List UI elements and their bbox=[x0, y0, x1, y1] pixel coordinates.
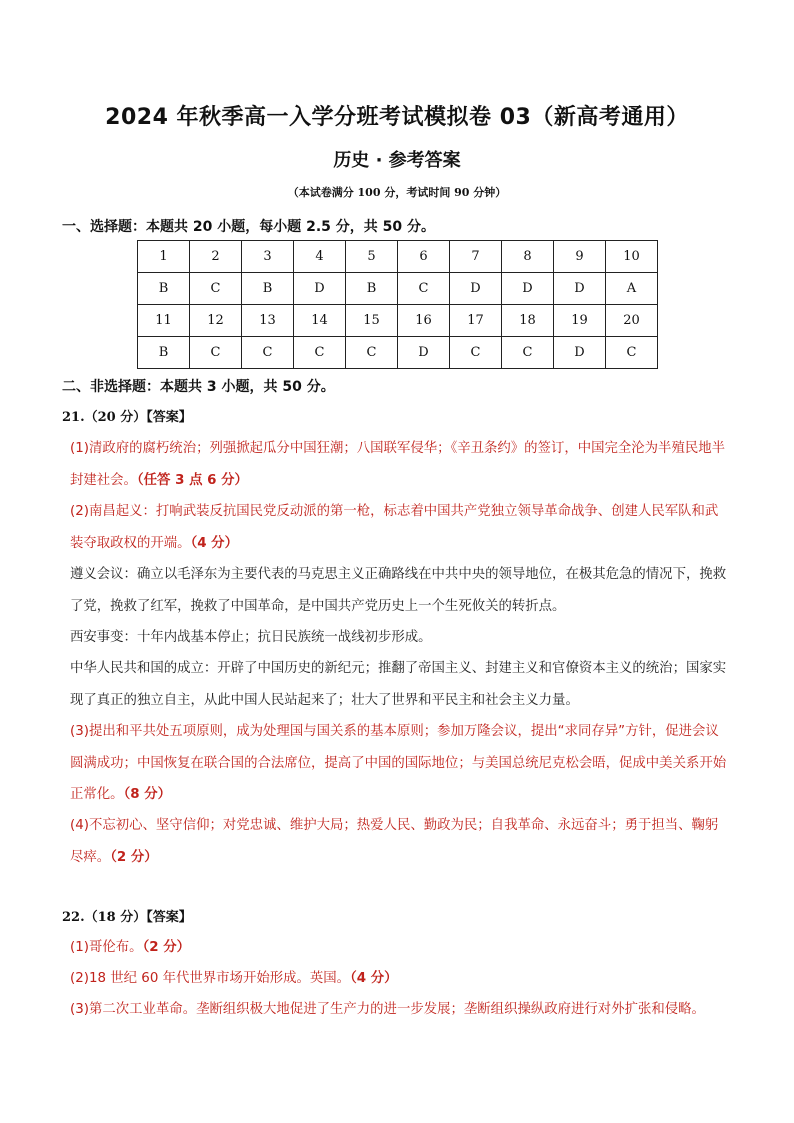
question-number-cell: 13 bbox=[242, 305, 294, 337]
answer-cell: D bbox=[502, 273, 554, 305]
answer-cell: C bbox=[502, 337, 554, 369]
page-title: 2024 年秋季高一入学分班考试模拟卷 03（新高考通用） bbox=[105, 105, 689, 130]
answer-cell: D bbox=[398, 337, 450, 369]
q22-part1 bbox=[70, 932, 730, 964]
answer-table bbox=[137, 240, 658, 369]
score-mark: （2 分） bbox=[142, 940, 190, 955]
page-subtitle: 历史 · 参考答案 bbox=[333, 150, 461, 171]
q22-part2 bbox=[70, 963, 730, 995]
answer-cell: A bbox=[606, 273, 658, 305]
section2-heading: 二、非选择题：本题共 3 小题，共 50 分。 bbox=[62, 379, 335, 395]
q22-heading: 22.（18 分）【答案】 bbox=[62, 910, 192, 925]
answer-text: 18 世纪 60 年代世界市场开始形成。英国。 bbox=[88, 971, 351, 986]
question-number-cell: 2 bbox=[190, 241, 242, 273]
question-number-cell: 12 bbox=[190, 305, 242, 337]
answer-cell: C bbox=[242, 337, 294, 369]
q21-part4 bbox=[70, 810, 730, 873]
question-number-cell: 6 bbox=[398, 241, 450, 273]
part-number: (3) bbox=[70, 724, 89, 739]
score-mark: （8 分） bbox=[123, 787, 172, 802]
question-number-cell: 8 bbox=[502, 241, 554, 273]
question-number-cell: 15 bbox=[346, 305, 398, 337]
question-number-cell: 7 bbox=[450, 241, 502, 273]
answer-cell: D bbox=[554, 337, 606, 369]
question-number-cell: 18 bbox=[502, 305, 554, 337]
answer-cell: C bbox=[450, 337, 502, 369]
question-number-row bbox=[138, 241, 658, 273]
part-number: (1) bbox=[70, 940, 89, 955]
answer-cell: D bbox=[450, 273, 502, 305]
section1-heading: 一、选择题：本题共 20 小题，每小题 2.5 分，共 50 分。 bbox=[62, 219, 436, 235]
answer-cell: D bbox=[294, 273, 346, 305]
question-number-row bbox=[138, 305, 658, 337]
question-number-cell: 17 bbox=[450, 305, 502, 337]
answer-cell: C bbox=[398, 273, 450, 305]
answer-row bbox=[138, 273, 658, 305]
question-number-cell: 3 bbox=[242, 241, 294, 273]
score-mark: （任答 3 点 6 分） bbox=[136, 472, 248, 488]
answer-cell: B bbox=[242, 273, 294, 305]
question-number-cell: 5 bbox=[346, 241, 398, 273]
answer-text: 提出和平共处五项原则，成为处理国与国关系的基本原则；参加万隆会议，提出“求同存异”方针，促进会议圆满成功；中国恢复在联合国的合法席位，提高了中国的国际地位；与美国总统尼克松会晤，促成中美关系开始正常化。 bbox=[70, 724, 727, 802]
question-number-cell: 4 bbox=[294, 241, 346, 273]
score-mark: （4 分） bbox=[350, 971, 398, 986]
question-number-cell: 20 bbox=[606, 305, 658, 337]
q21-xian: 西安事变：十年内战基本停止；抗日民族统一战线初步形成。 bbox=[70, 630, 432, 645]
answer-cell: B bbox=[138, 337, 190, 369]
question-number-cell: 16 bbox=[398, 305, 450, 337]
score-mark: （4 分） bbox=[190, 535, 238, 551]
answer-cell: C bbox=[190, 337, 242, 369]
answer-cell: B bbox=[138, 273, 190, 305]
answer-cell: C bbox=[346, 337, 398, 369]
answer-cell: B bbox=[346, 273, 398, 305]
answer-text: 不忘初心、坚守信仰；对党忠诚、维护大局；热爱人民、勤政为民；自我革命、永远奋斗；勇于担当、鞠躬尽瘁。 bbox=[70, 818, 719, 865]
question-number-cell: 14 bbox=[294, 305, 346, 337]
answer-cell: C bbox=[294, 337, 346, 369]
answer-text: 第二次工业革命。垄断组织极大地促进了生产力的进一步发展；垄断组织操纵政府进行对外扩张和侵略。 bbox=[88, 1002, 705, 1017]
q21-part2 bbox=[70, 496, 730, 559]
answer-cell: C bbox=[190, 273, 242, 305]
question-number-cell: 10 bbox=[606, 241, 658, 273]
score-mark: （2 分） bbox=[110, 849, 158, 865]
answer-row bbox=[138, 337, 658, 369]
answer-cell: D bbox=[554, 273, 606, 305]
q21-part3 bbox=[70, 716, 730, 811]
part-number: (1) bbox=[70, 441, 89, 456]
part-number: (2) bbox=[70, 504, 89, 519]
question-number-cell: 1 bbox=[138, 241, 190, 273]
part-number: (2) bbox=[70, 971, 89, 986]
exam-note: （本试卷满分 100 分，考试时间 90 分钟） bbox=[287, 186, 507, 199]
answer-text: 清政府的腐朽统治；列强掀起瓜分中国狂潮；八国联军侵华；《辛丑条约》的签订，中国完全沦为半殖民地半封建社会。 bbox=[70, 441, 726, 488]
part-number: (4) bbox=[70, 818, 89, 833]
q22-part3 bbox=[70, 994, 730, 1026]
part-number: (3) bbox=[70, 1002, 89, 1017]
answer-text: 南昌起义：打响武装反抗国民党反动派的第一枪，标志着中国共产党独立领导革命战争、创建人民军队和武装夺取政权的开端。 bbox=[70, 504, 719, 551]
q21-heading: 21.（20 分）【答案】 bbox=[62, 410, 192, 425]
q21-part1 bbox=[70, 433, 730, 496]
answer-text: 哥伦布。 bbox=[88, 940, 143, 955]
question-number-cell: 9 bbox=[554, 241, 606, 273]
question-number-cell: 19 bbox=[554, 305, 606, 337]
q21-zunyi: 遵义会议：确立以毛泽东为主要代表的马克思主义正确路线在中共中央的领导地位，在极其危急的情况下，挽救了党，挽救了红军，挽救了中国革命，是中国共产党历史上一个生死攸关的转折点。 bbox=[70, 567, 727, 614]
answer-cell: C bbox=[606, 337, 658, 369]
question-number-cell: 11 bbox=[138, 305, 190, 337]
q21-prc: 中华人民共和国的成立：开辟了中国历史的新纪元；推翻了帝国主义、封建主义和官僚资本主义的统治；国家实现了真正的独立自主，从此中国人民站起来了；壮大了世界和平民主和社会主义力量。 bbox=[70, 661, 727, 708]
